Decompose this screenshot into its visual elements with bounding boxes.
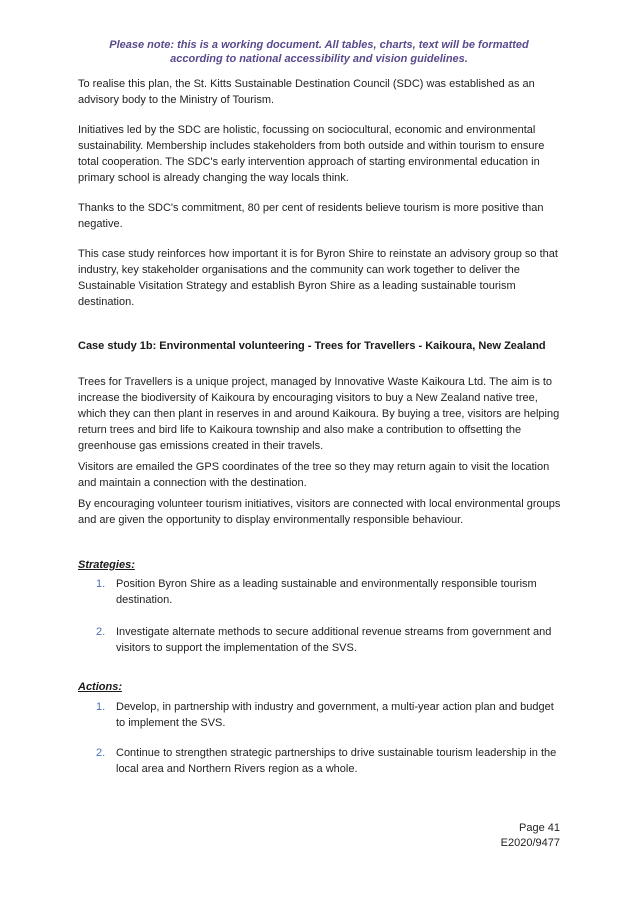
paragraph-sdc-established: To realise this plan, the St. Kitts Sustainable Destination Council (SDC) was established as an advisory body to the Ministry of Tourism. (78, 78, 535, 106)
notice-line-1: Please note: this is a working document. All tables, charts, text will be formatted (109, 39, 529, 51)
paragraph-gps-coordinates: Visitors are emailed the GPS coordinates of the tree so they may return again to visit the location and maintain a connection with the destination. (78, 461, 550, 489)
paragraph-sdc-commitment: Thanks to the SDC's commitment, 80 per cent of residents believe tourism is more positive than negative. (78, 202, 544, 230)
case-study-heading: Case study 1b: Environmental volunteering - Trees for Travellers - Kaikoura, New Zealand (78, 340, 546, 352)
list-number: 2. (96, 626, 106, 638)
document-reference: E2020/9477 (500, 837, 560, 849)
notice-line-2: according to national accessibility and vision guidelines. (170, 53, 468, 65)
list-text: Continue to strengthen strategic partnerships to drive sustainable tourism leadership in the local area and Northern Rivers region as a whole. (116, 747, 557, 775)
paragraph-trees-for-travellers: Trees for Travellers is a unique project, managed by Innovative Waste Kaikoura Ltd. The aim is to increase the biodiversity of Kaikoura by encouraging visitors to buy a New Zealand native tree, which they can then plant in reserves in and around Kaikoura. By buying a tree, visitors are helping return trees and bird life to Kaikoura township and also make a contribution to offsetting the greenhouse gas emissions created in their travels. (78, 376, 560, 452)
list-text: Investigate alternate methods to secure additional revenue streams from government and visitors to support the implementation of the SVS. (116, 626, 552, 654)
list-text: Develop, in partnership with industry and government, a multi-year action plan and budget to implement the SVS. (116, 701, 554, 729)
page-footer (501, 821, 560, 851)
list-text: Position Byron Shire as a leading sustainable and environmentally responsible tourism destination. (116, 578, 537, 606)
paragraph-case-study-reinforces: This case study reinforces how important it is for Byron Shire to reinstate an advisory group so that industry, key stakeholder organisations and the community can work together to deliver the Sustainable Visitation Strategy and establish Byron Shire as a leading sustainable tourism destination. (78, 248, 558, 308)
list-number: 1. (96, 701, 106, 713)
page-number: Page 41 (519, 822, 560, 834)
actions-heading: Actions: (78, 681, 122, 693)
list-number: 1. (96, 578, 106, 590)
strategies-heading: Strategies: (78, 559, 135, 571)
paragraph-volunteer-tourism: By encouraging volunteer tourism initiatives, visitors are connected with local environmental groups and are given the opportunity to display environmentally responsible behaviour. (78, 498, 561, 526)
list-number: 2. (96, 747, 106, 759)
paragraph-sdc-initiatives: Initiatives led by the SDC are holistic, focussing on sociocultural, economic and environmental sustainability. Membership includes stakeholders from both outside and within tourism to ensure total cooperation. The SDC's early intervention approach of starting environmental education in primary school is already changing the way locals think. (78, 124, 545, 184)
working-document-notice (60, 38, 578, 66)
